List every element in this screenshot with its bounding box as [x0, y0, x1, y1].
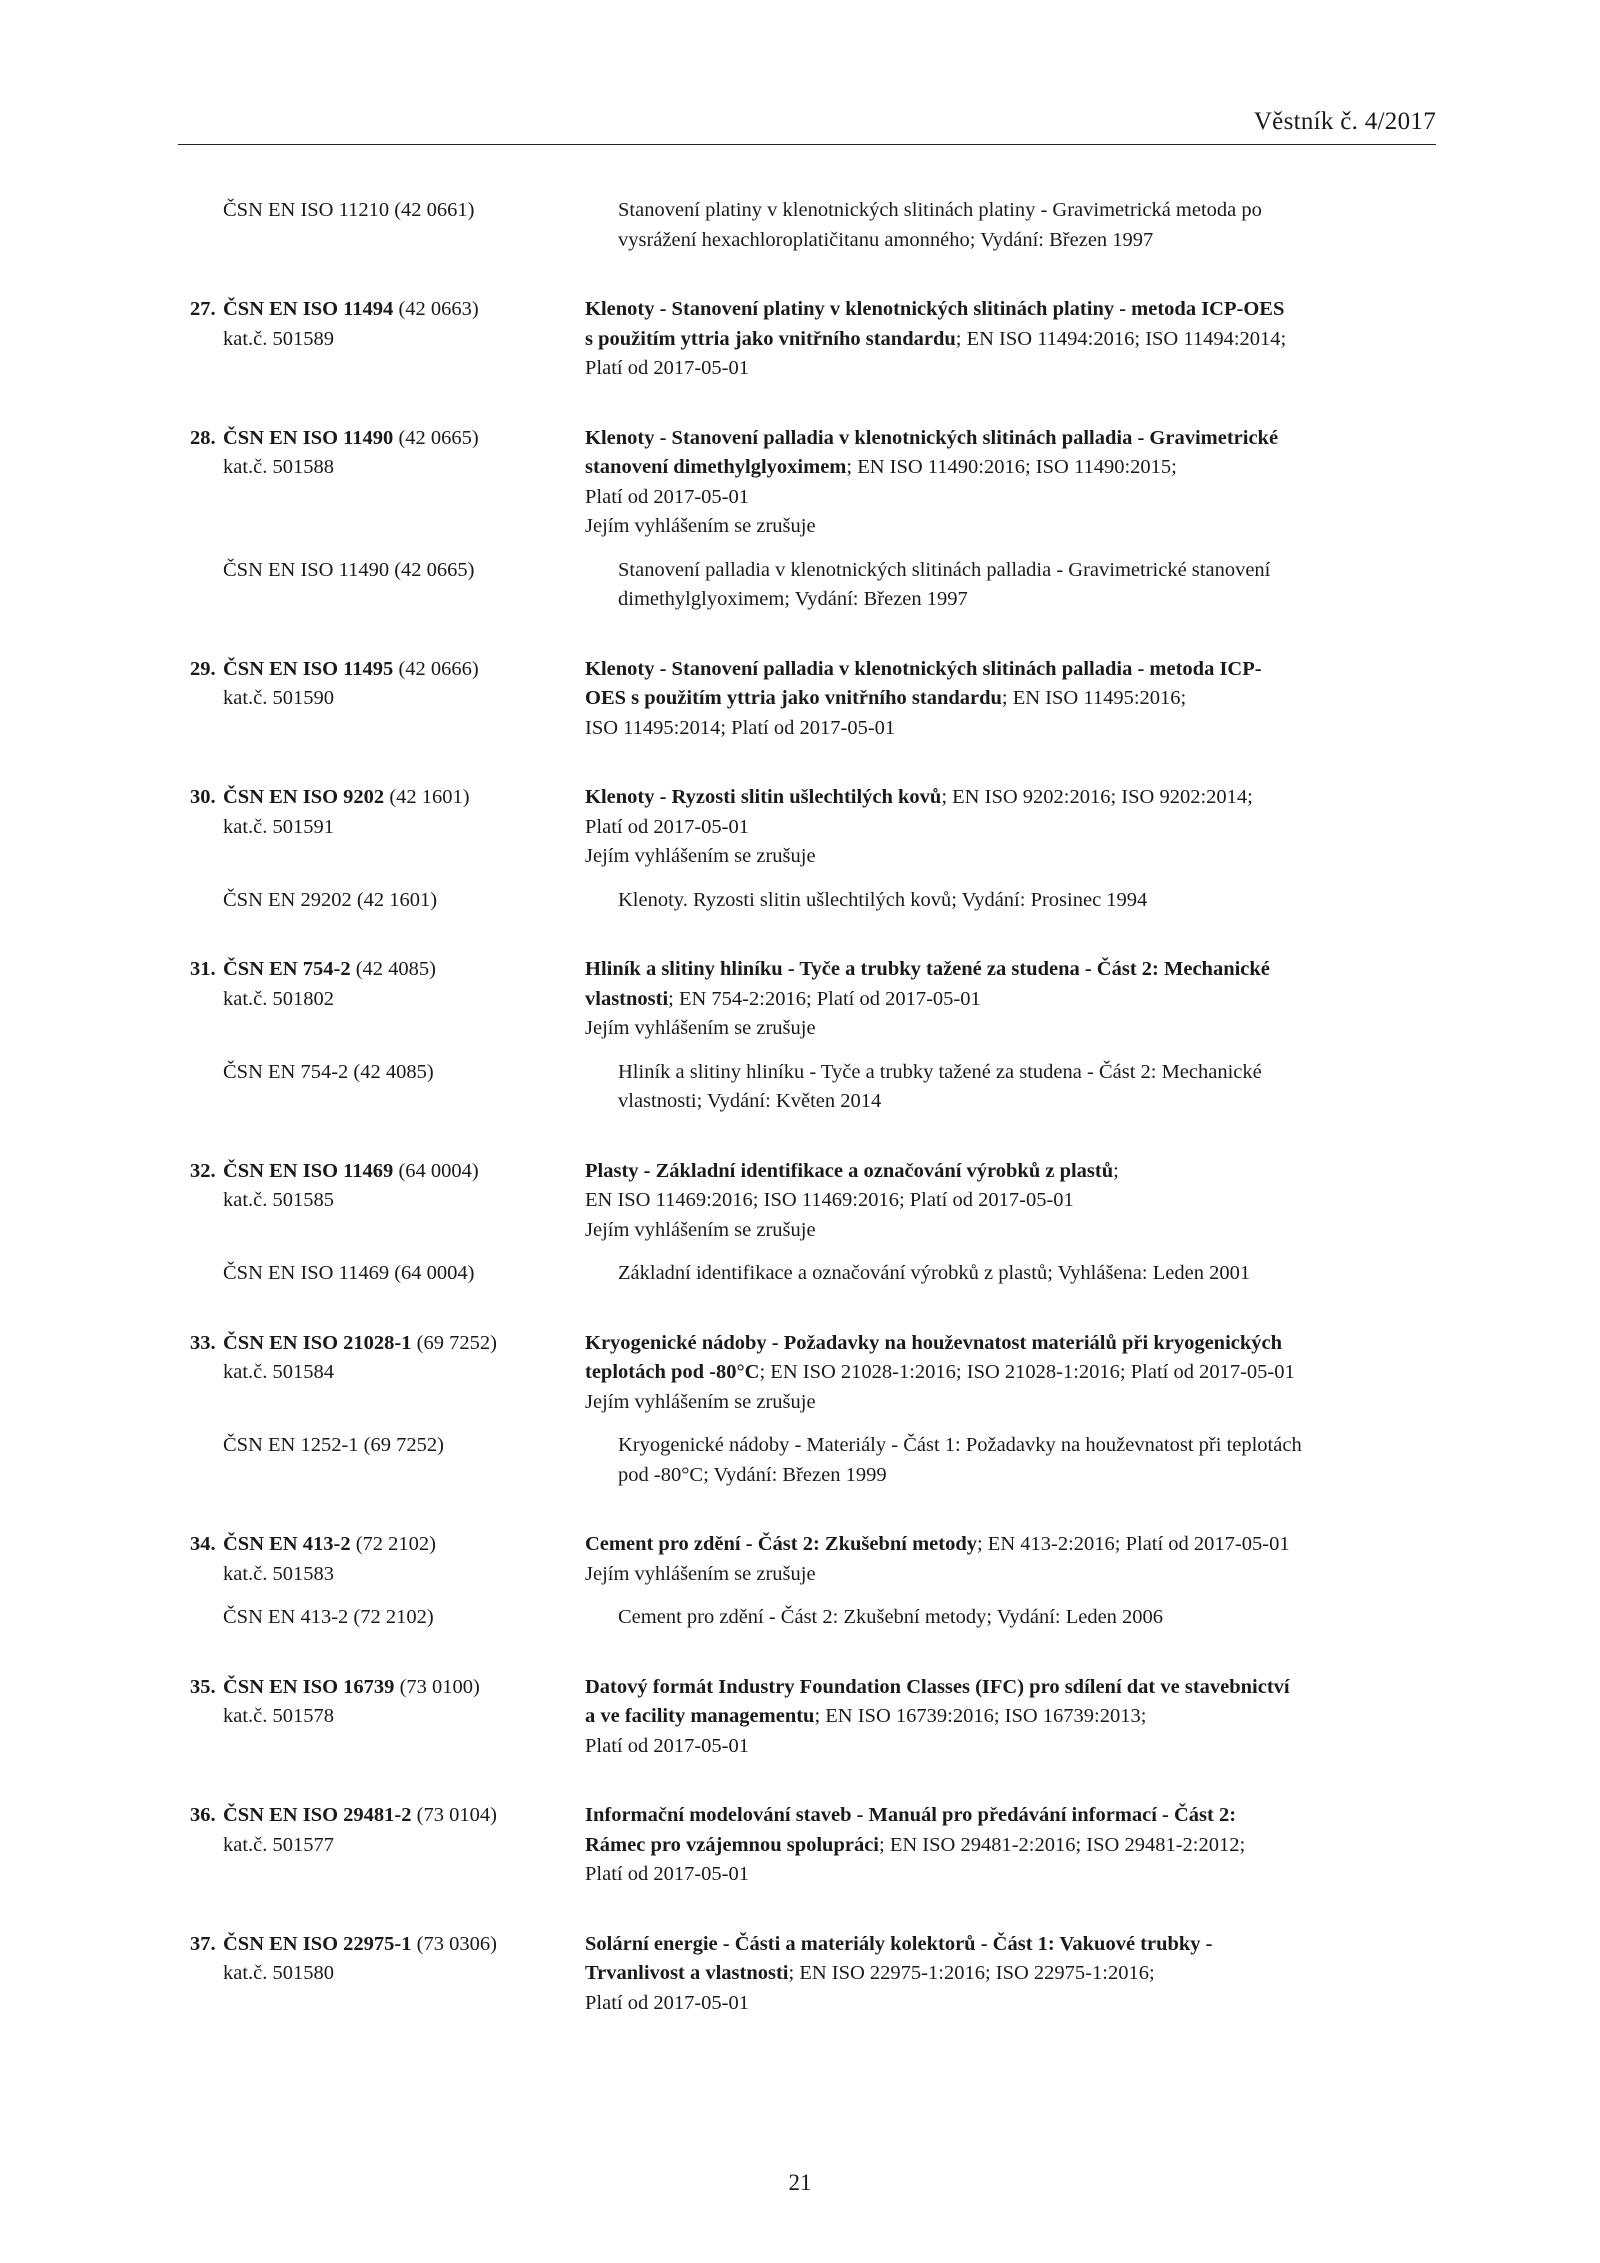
title-text: Klenoty - Stanovení platiny v klenotnických slitinách platiny - metoda ICP-OES — [585, 298, 1285, 320]
standard-entry — [190, 295, 1440, 384]
description-line — [585, 483, 1440, 513]
description-line — [585, 1860, 1440, 1890]
entry-number: 29. — [190, 657, 216, 680]
old-standard-text — [618, 196, 1440, 255]
description-line — [585, 955, 1440, 985]
text-line: vlastnosti; Vydání: Květen 2014 — [618, 1090, 882, 1112]
old-standard-text — [618, 1259, 1440, 1289]
description-line — [585, 813, 1440, 843]
catalog-number: kat.č. 501588 — [223, 456, 335, 478]
standard-description — [585, 955, 1440, 1044]
standard-identifier — [190, 1930, 585, 1989]
standard-entry — [190, 1530, 1440, 1633]
detail-text: ; EN ISO 11494:2016; ISO 11494:2014; — [955, 327, 1287, 350]
detail-text: ISO 11495:2014; Platí od 2017-05-01 — [585, 716, 896, 739]
description-line — [585, 1216, 1440, 1246]
title-text: Trvanlivost a vlastnosti — [585, 1962, 789, 1984]
standard-entry — [190, 655, 1440, 744]
detail-text: Platí od 2017-05-01 — [585, 357, 749, 379]
text-line: Hliník a slitiny hliníku - Tyče a trubky tažené za studena - Část 2: Mechanické — [618, 1060, 1262, 1083]
standard-code: ČSN EN 754-2 — [223, 958, 351, 980]
old-standard-code: ČSN EN 29202 (42 1601) — [223, 888, 438, 911]
standard-description — [585, 424, 1440, 542]
standard-code: ČSN EN ISO 9202 — [223, 786, 385, 808]
old-standard-text — [618, 556, 1440, 615]
page-number: 21 — [788, 2170, 812, 2195]
old-standard-text — [618, 1058, 1440, 1117]
description-line — [585, 295, 1440, 325]
detail-text: ; EN ISO 29481-2:2016; ISO 29481-2:2012; — [879, 1833, 1246, 1856]
old-standard-row — [190, 886, 1440, 916]
detail-text: ; EN ISO 11490:2016; ISO 11490:2015; — [846, 456, 1177, 478]
classification-code: (42 1601) — [384, 786, 470, 808]
standard-code: ČSN EN ISO 16739 — [223, 1675, 395, 1698]
detail-text: Platí od 2017-05-01 — [585, 815, 749, 838]
text-line: vysrážení hexachloroplatičitanu amonného; Vydání: Březen 1997 — [618, 228, 1154, 251]
detail-text: Jejím vyhlášením se zrušuje — [585, 1390, 816, 1413]
classification-code: (64 0004) — [393, 1159, 479, 1182]
description-line — [585, 1157, 1440, 1187]
standard-code: ČSN EN ISO 11490 — [223, 426, 394, 449]
standard-identifier — [190, 1329, 585, 1388]
description-line — [585, 1930, 1440, 1960]
new-standard-row — [190, 783, 1440, 872]
standard-description — [585, 655, 1440, 744]
detail-text: ; EN ISO 22975-1:2016; ISO 22975-1:2016; — [788, 1962, 1155, 1984]
description-line — [585, 1560, 1440, 1590]
description-line — [585, 512, 1440, 542]
standard-description — [585, 783, 1440, 872]
entry-number: 37. — [190, 1932, 216, 1955]
new-standard-row — [190, 295, 1440, 384]
catalog-number: kat.č. 501577 — [223, 1833, 335, 1856]
entry-number: 33. — [190, 1331, 216, 1354]
title-text: Cement pro zdění - Část 2: Zkušební metody — [585, 1533, 977, 1555]
classification-code: (73 0306) — [411, 1932, 497, 1955]
new-standard-row — [190, 1329, 1440, 1418]
title-text: Klenoty - Ryzosti slitin ušlechtilých kovů — [585, 786, 942, 808]
detail-text: Jejím vyhlášením se zrušuje — [585, 845, 816, 867]
title-text: s použitím yttria jako vnitřního standardu — [585, 327, 956, 350]
new-standard-row — [190, 655, 1440, 744]
catalog-number: kat.č. 501580 — [223, 1962, 335, 1984]
description-line — [585, 1732, 1440, 1762]
catalog-number: kat.č. 501802 — [223, 987, 335, 1010]
description-line — [585, 842, 1440, 872]
title-text: Solární energie - Části a materiály kolektorů - Část 1: Vakuové trubky - — [585, 1932, 1213, 1955]
description-line — [585, 714, 1440, 744]
text-line: Klenoty. Ryzosti slitin ušlechtilých kovů; Vydání: Prosinec 1994 — [618, 888, 1148, 911]
standard-code: ČSN EN ISO 29481-2 — [223, 1804, 412, 1826]
entry-number: 31. — [190, 958, 216, 980]
text-line: Cement pro zdění - Část 2: Zkušební metody; Vydání: Leden 2006 — [618, 1606, 1164, 1628]
entry-number: 34. — [190, 1533, 216, 1555]
catalog-number: kat.č. 501584 — [223, 1361, 335, 1383]
text-line: pod -80°C; Vydání: Březen 1999 — [618, 1463, 887, 1486]
detail-text: EN ISO 11469:2016; ISO 11469:2016; Platí od 2017-05-01 — [585, 1189, 1074, 1211]
title-text: teplotách pod -80°C — [585, 1361, 760, 1383]
title-text: Kryogenické nádoby - Požadavky na houževnatost materiálů při kryogenických — [585, 1331, 1283, 1354]
new-standard-row — [190, 1801, 1440, 1890]
old-standard-row — [190, 196, 1440, 255]
old-standard-row — [190, 1259, 1440, 1289]
entry-number: 28. — [190, 426, 216, 449]
classification-code: (42 0663) — [393, 298, 479, 320]
title-text: Klenoty - Stanovení palladia v klenotnických slitinách palladia - Gravimetrické — [585, 426, 1279, 449]
description-line — [585, 354, 1440, 384]
description-line — [585, 1989, 1440, 2019]
description-line — [585, 1186, 1440, 1216]
old-standard-code: ČSN EN ISO 11490 (42 0665) — [223, 558, 475, 581]
description-line — [585, 1702, 1440, 1732]
standard-description — [585, 295, 1440, 384]
standard-entry — [190, 955, 1440, 1117]
standard-entry — [190, 1329, 1440, 1491]
classification-code: (73 0100) — [394, 1675, 480, 1698]
description-line — [585, 655, 1440, 685]
old-standard-row — [190, 556, 1440, 615]
description-line — [585, 325, 1440, 355]
standard-entry — [190, 783, 1440, 915]
new-standard-row — [190, 424, 1440, 542]
description-line — [585, 1329, 1440, 1359]
entry-number: 30. — [190, 786, 216, 808]
standard-entry — [190, 1930, 1440, 2019]
description-line — [585, 453, 1440, 483]
old-standard-code: ČSN EN 754-2 (42 4085) — [223, 1060, 434, 1083]
description-line — [585, 1831, 1440, 1861]
old-standard-row — [190, 1603, 1440, 1633]
journal-title: Věstník č. 4/2017 — [1253, 108, 1436, 135]
title-text: Plasty - Základní identifikace a označování výrobků z plastů — [585, 1159, 1114, 1182]
detail-text: Jejím vyhlášením se zrušuje — [585, 515, 816, 537]
standard-identifier — [190, 1157, 585, 1216]
description-line — [585, 424, 1440, 454]
title-text: a ve facility managementu — [585, 1705, 815, 1727]
standard-identifier — [190, 1530, 585, 1589]
title-text: Informační modelování staveb - Manuál pro předávání informací - Část 2: — [585, 1804, 1237, 1826]
description-line — [585, 1388, 1440, 1418]
new-standard-row — [190, 955, 1440, 1044]
description-line — [585, 1530, 1440, 1560]
old-standard-row — [190, 1431, 1440, 1490]
new-standard-row — [190, 1930, 1440, 2019]
entry-number: 27. — [190, 298, 216, 320]
new-standard-row — [190, 1530, 1440, 1589]
catalog-number: kat.č. 501578 — [223, 1705, 335, 1727]
old-standard-text — [618, 886, 1440, 916]
description-line — [585, 985, 1440, 1015]
standard-entry — [190, 424, 1440, 615]
entry-number: 36. — [190, 1804, 216, 1826]
standard-identifier — [190, 655, 585, 714]
standard-description — [585, 1530, 1440, 1589]
old-standard-code: ČSN EN 1252-1 (69 7252) — [223, 1434, 444, 1456]
catalog-number: kat.č. 501589 — [223, 327, 335, 350]
detail-text: Jejím vyhlášením se zrušuje — [585, 1017, 816, 1039]
classification-code: (42 0665) — [393, 426, 479, 449]
top-item — [190, 196, 1440, 255]
detail-text: Platí od 2017-05-01 — [585, 485, 749, 508]
detail-text: ; — [1113, 1159, 1119, 1182]
standard-entry — [190, 1157, 1440, 1289]
entry-number: 35. — [190, 1675, 216, 1698]
standard-identifier — [190, 424, 585, 483]
classification-code: (69 7252) — [411, 1331, 497, 1354]
detail-text: Platí od 2017-05-01 — [585, 1991, 749, 2014]
description-line — [585, 783, 1440, 813]
standard-identifier — [190, 1673, 585, 1732]
title-text: Datový formát Industry Foundation Classes (IFC) pro sdílení dat ve stavebnictví — [585, 1675, 1290, 1698]
title-text: stanovení dimethylglyoximem — [585, 456, 847, 478]
description-line — [585, 1014, 1440, 1044]
standards-list — [190, 196, 1440, 2058]
text-line: Stanovení platiny v klenotnických slitinách platiny - Gravimetrická metoda po — [618, 199, 1262, 221]
new-standard-row — [190, 1673, 1440, 1762]
standard-description — [585, 1673, 1440, 1762]
standard-code: ČSN EN ISO 11494 — [223, 298, 394, 320]
standard-identifier — [190, 295, 585, 354]
classification-code: (72 2102) — [350, 1533, 436, 1555]
description-line — [585, 684, 1440, 714]
detail-text: Platí od 2017-05-01 — [585, 1734, 749, 1757]
description-line — [585, 1801, 1440, 1831]
detail-text: ; EN 754-2:2016; Platí od 2017-05-01 — [668, 987, 981, 1010]
standard-code: ČSN EN 413-2 — [223, 1533, 351, 1555]
standard-code: ČSN EN ISO 11469 — [223, 1159, 394, 1182]
standard-code: ČSN EN ISO 11495 — [223, 657, 394, 680]
standard-description — [585, 1157, 1440, 1246]
classification-code: (42 0666) — [393, 657, 479, 680]
title-text: Klenoty - Stanovení palladia v klenotnických slitinách palladia - metoda ICP- — [585, 657, 1262, 680]
entry-number: 32. — [190, 1159, 216, 1182]
text-line: Stanovení palladia v klenotnických slitinách palladia - Gravimetrické stanovení — [618, 558, 1271, 581]
detail-text: ; EN ISO 11495:2016; — [1001, 687, 1187, 709]
text-line: Kryogenické nádoby - Materiály - Část 1: Požadavky na houževnatost při teplotách — [618, 1434, 1302, 1456]
standard-code: ČSN EN ISO 21028-1 — [223, 1331, 412, 1354]
standard-description — [585, 1930, 1440, 2019]
old-standard-code: ČSN EN 413-2 (72 2102) — [223, 1606, 434, 1628]
new-standard-row — [190, 1157, 1440, 1246]
catalog-number: kat.č. 501585 — [223, 1189, 335, 1211]
text-line: Základní identifikace a označování výrobků z plastů; Vyhlášena: Leden 2001 — [618, 1262, 1251, 1284]
standard-identifier — [190, 783, 585, 842]
title-text: vlastnosti — [585, 987, 669, 1010]
detail-text: Platí od 2017-05-01 — [585, 1863, 749, 1885]
detail-text: Jejím vyhlášením se zrušuje — [585, 1562, 816, 1585]
detail-text: ; EN ISO 21028-1:2016; ISO 21028-1:2016; Platí od 2017-05-01 — [759, 1361, 1295, 1383]
old-standard-code: ČSN EN ISO 11469 (64 0004) — [223, 1262, 475, 1284]
title-text: Rámec pro vzájemnou spolupráci — [585, 1833, 880, 1856]
description-line — [585, 1673, 1440, 1703]
standard-entry — [190, 1801, 1440, 1890]
catalog-number: kat.č. 501591 — [223, 815, 335, 838]
title-text: Hliník a slitiny hliníku - Tyče a trubky tažené za studena - Část 2: Mechanické — [585, 958, 1270, 980]
classification-code: (73 0104) — [411, 1804, 497, 1826]
old-standard-code: ČSN EN ISO 11210 (42 0661) — [223, 199, 475, 221]
standard-entry — [190, 1673, 1440, 1762]
text-line: dimethylglyoximem; Vydání: Březen 1997 — [618, 588, 968, 610]
catalog-number: kat.č. 501583 — [223, 1562, 335, 1585]
old-standard-row — [190, 1058, 1440, 1117]
detail-text: Jejím vyhlášením se zrušuje — [585, 1218, 816, 1241]
title-text: OES s použitím yttria jako vnitřního standardu — [585, 687, 1002, 709]
detail-text: ; EN ISO 9202:2016; ISO 9202:2014; — [941, 786, 1253, 808]
description-line — [585, 1959, 1440, 1989]
page-header — [178, 108, 1436, 145]
standard-identifier — [190, 1801, 585, 1860]
standard-description — [585, 1329, 1440, 1418]
standard-description — [585, 1801, 1440, 1890]
standard-code: ČSN EN ISO 22975-1 — [223, 1932, 412, 1955]
description-line — [585, 1358, 1440, 1388]
detail-text: ; EN ISO 16739:2016; ISO 16739:2013; — [814, 1705, 1147, 1727]
old-standard-text — [618, 1431, 1440, 1490]
standard-identifier — [190, 955, 585, 1014]
detail-text: ; EN 413-2:2016; Platí od 2017-05-01 — [976, 1533, 1290, 1555]
old-standard-text — [618, 1603, 1440, 1633]
catalog-number: kat.č. 501590 — [223, 687, 335, 709]
classification-code: (42 4085) — [350, 958, 436, 980]
